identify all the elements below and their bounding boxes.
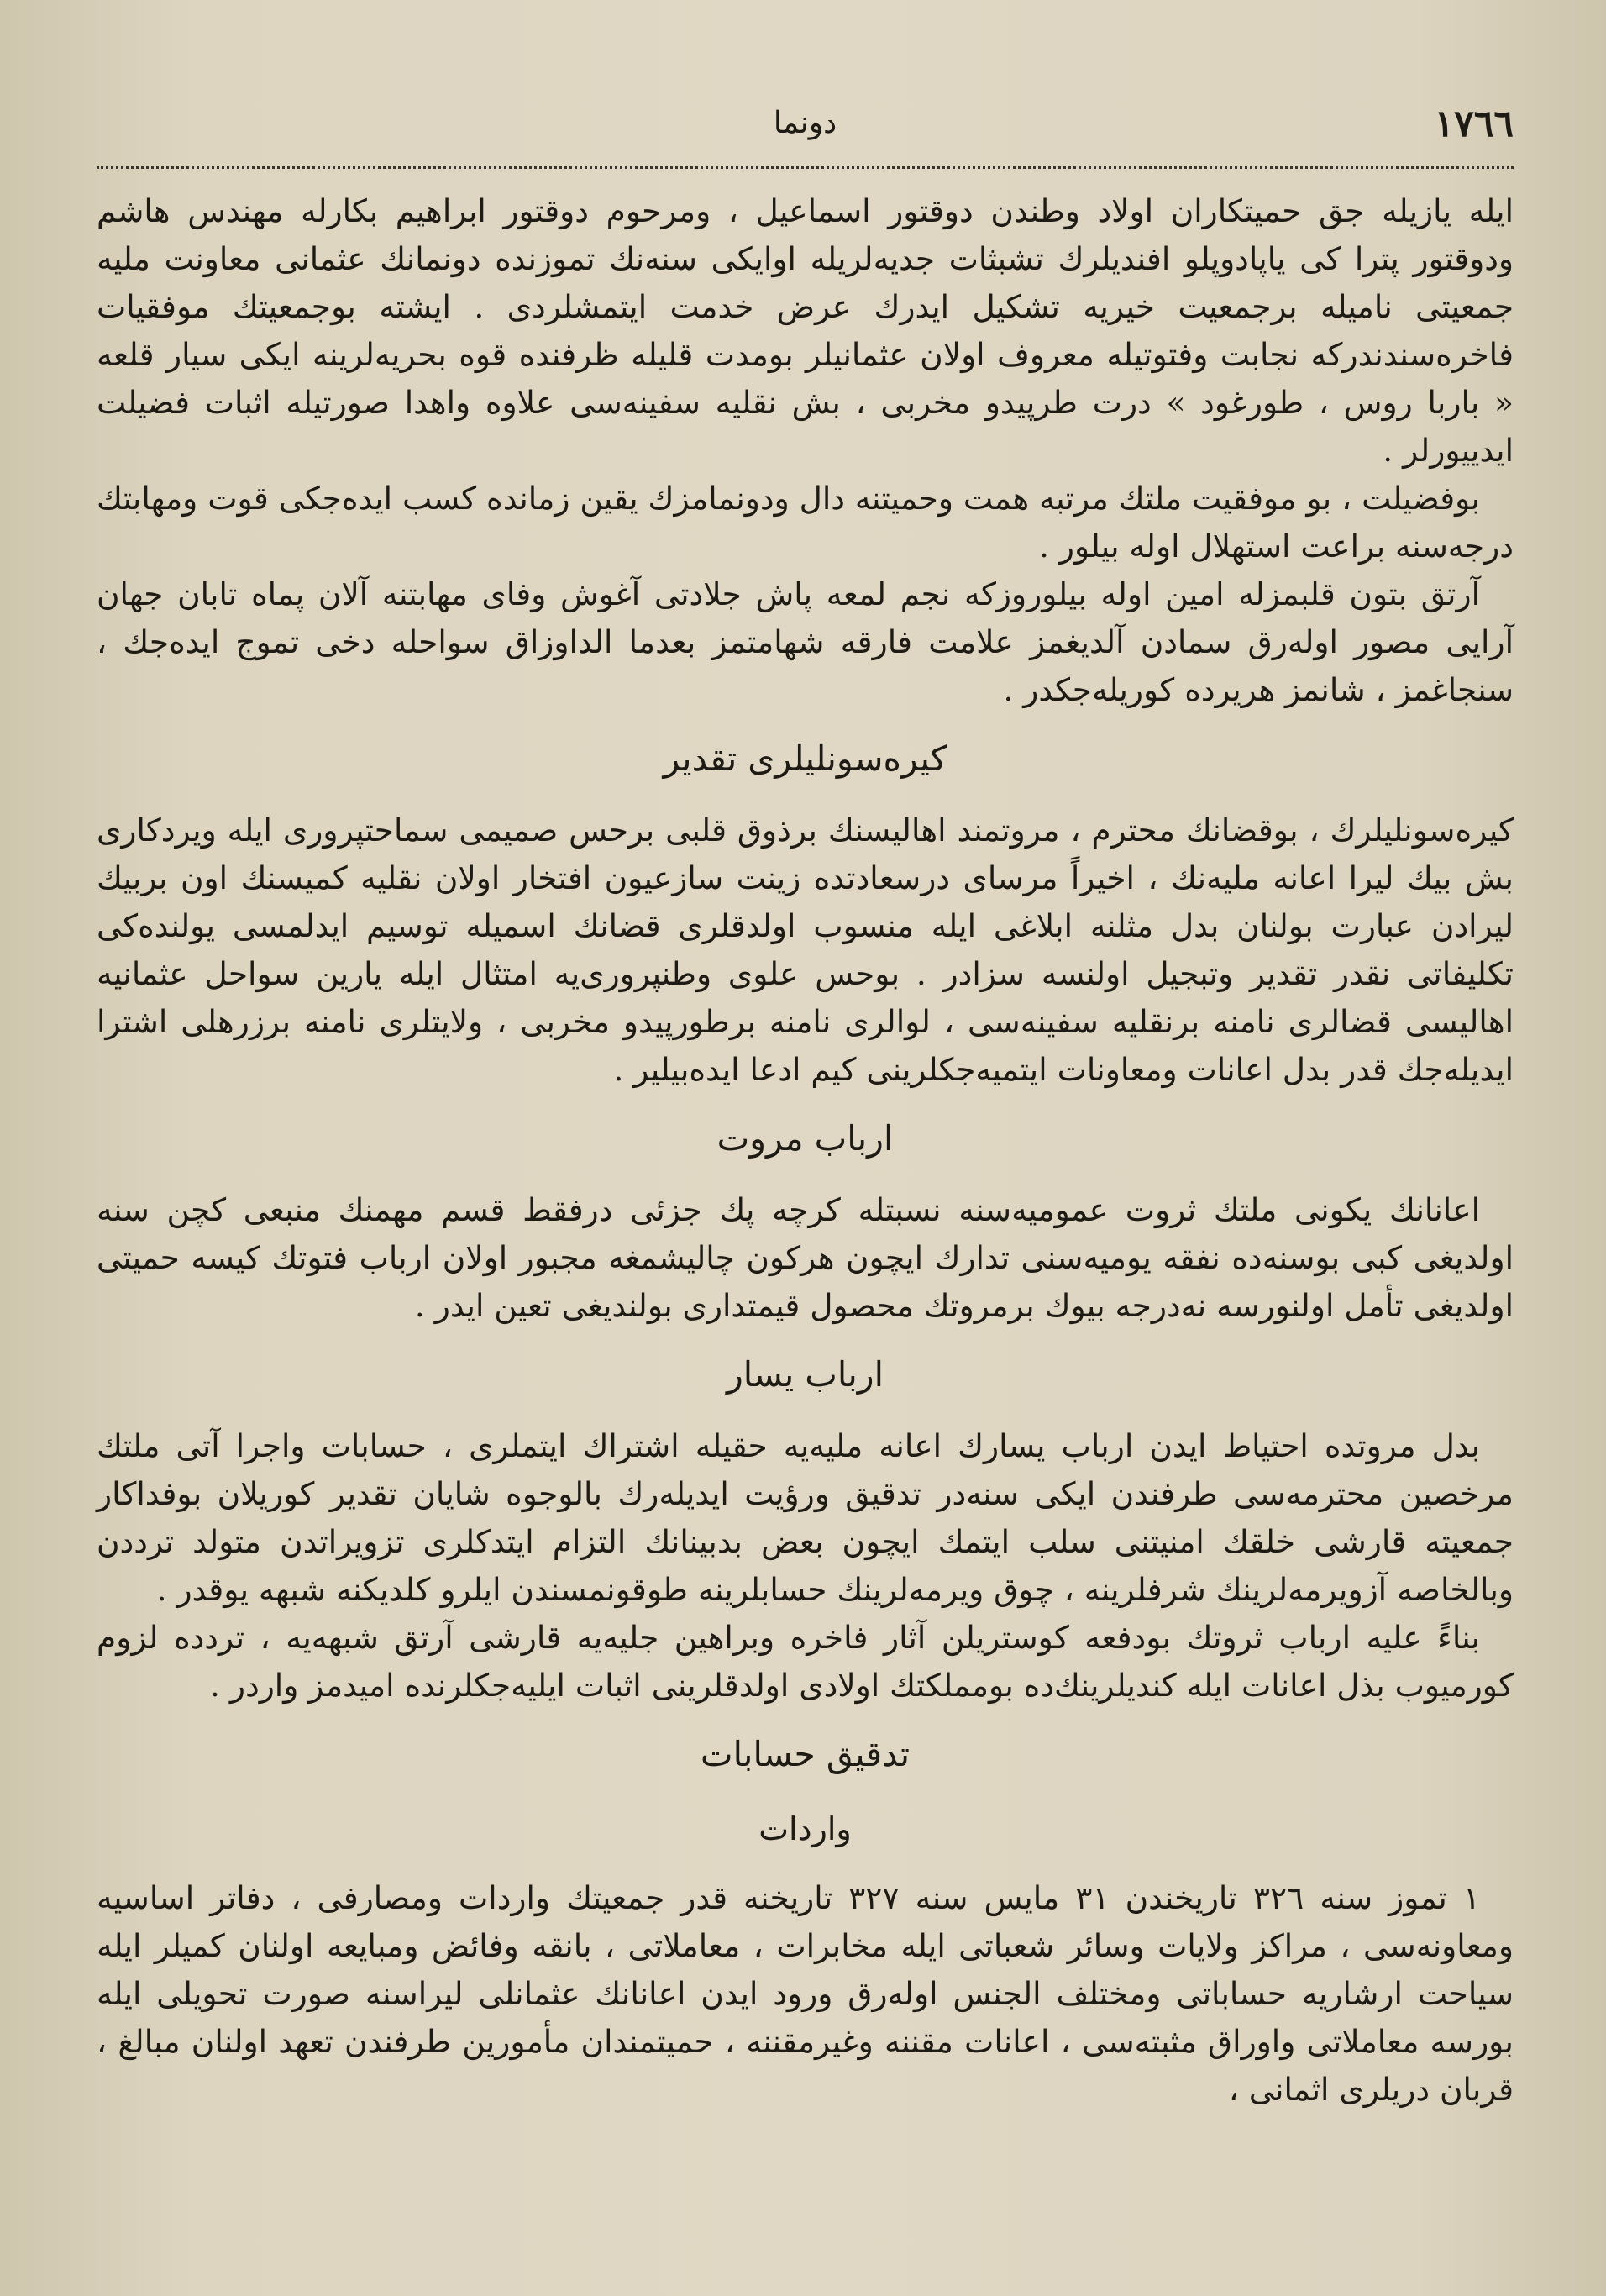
paragraph: آرتق بتون قلبمزله امين اوله بيلوروزكه نجم لمعه پاش جلادتى آغوش وفاى مهابتنه آلان پماه تابان جهان آرايى مصور اوله‌رق سمادن آلديغمز علامت فارقه شهامتمز بعدما الداوزاق سواحله دخى تموج ايده‌جك ، سنجاغمز ، شانمز هريرده كوريله‌جكدر . <box>97 575 1514 708</box>
section-heading: كيره‌سونليلرى تقدير <box>663 738 947 779</box>
paragraph: بناءً عليه ارباب ثروتك بودفعه كوستريلن آثار فاخره وبراهين جليه‌يه قارشى آرتق شبهه‌يه ، تردده لزوم كورميوب بذل اعانات ايله كنديلرينك‌ده بومملكتك اولادى اولدقلرينى اثبات ايليه‌جكلرنده اميدمز واردر . <box>97 1619 1514 1704</box>
page-content <box>97 187 1514 2114</box>
page-number: ١٧٦٦ <box>1434 102 1514 145</box>
paragraph: بدل مروتده احتياط ايدن ارباب يسارك اعانه مليه‌يه حقيله اشتراك ايتملرى ، حسابات واجرا آتى ملتك مرخصين محترمه‌سى طرفندن ايكى سنه‌در تدقيق ورؤيت ايديله‌رك بالوجوه شايان تقدير كوريلان بوفداكار جمعيته قارشى خلقك امنيتنى سلب ايتمك ايچون بعض بدبينانك التزام ايتدكلرى تزويراتدن متولد ترددن وبالخاصه آزويرمه‌لرينك شرفلرينه ، چوق ويرمه‌لرينك حسابلرينه طوقونمسندن ايلرو كلديكنه شبهه يوقدر . <box>97 1427 1514 1608</box>
running-title: دونما <box>773 106 837 140</box>
section-heading: ارباب مروت <box>716 1118 894 1159</box>
paragraph: ايله يازيله جق حميتكاران اولاد وطندن دوقتور اسماعيل ، ومرحوم دوقتور ابراهيم بكارله مهندس هاشم ودوقتور پترا كى ياپادوپلو افنديلرك تشبثات جديه‌لريله اوايكى سنه‌نك تموزنده دونمانك عثمانى معاونت مليه جمعيتى ناميله برجمعيت خيريه تشكيل ايدرك عرض خدمت ايتمشلردى . ايشته بوجمعيتك موفقيات فاخره‌سندندركه نجابت وفتوتيله معروف اولان عثمانيلر بومدت قليله ظرفنده قوه بحريه‌لرينه ايكى سيار قلعه « باربا روس ، طورغود » درت طرپيدو مخربى ، بش نقليه سفينه‌سى علاوه واهدا صورتيله اثبات فضيلت ايدييورلر . <box>97 192 1514 469</box>
dotted-rule <box>97 166 1514 169</box>
paragraph: ١ تموز سنه ٣٢٦ تاريخندن ٣١ مايس سنه ٣٢٧ تاريخنه قدر جمعيتك واردات ومصارفى ، دفاتر اساسيه ومعاونه‌سى ، مراكز ولايات وسائر شعباتى ايله مخابرات ، معاملاتى ، بانقه وفائض ومبايعه اولنان كميلر ايله سياحت ارشاريه حساباتى ومختلف الجنس اوله‌رق ورود ايدن اعانانك عثمانلى ليراسنه صورت تحويلى ايله بورسه معاملاتى واوراق مثبته‌سى ، اعانات مقننه وغيرمقننه ، حميتمندان مأمورين طرفندن تعهد اولنان مبالغ ، قربان دريلرى اثمانى ، <box>97 1879 1514 2108</box>
section-heading: تدقيق حسابات <box>700 1734 911 1774</box>
subsection-heading: واردات <box>758 1810 852 1847</box>
paragraph: كيره‌سونليلرك ، بوقضانك محترم ، مروتمند اهاليسنك برذوق قلبى برحس صميمى سماحتپرورى ايله ويردكارى بش بيك ليرا اعانه مليه‌نك ، اخيراً مرساى درسعادتده زينت سازعيون افتخار اولان نقليه كميسنك اون بربيك ليرادن عبارت بولنان بدل مثلنه ابلاغى ايله منسوب اولدقلرى قضانك اسميله توسيم ايدلمسى يولنده‌كى تكليفاتى نقدر تقدير وتبجيل اولنسه سزادر . بوحس علوى وطنپرورى‌يه امتثال ايله يارين سواحل عثمانيه اهاليسى قضالرى نامنه برنقليه سفينه‌سى ، لوالرى نامنه برطورپيدو مخربى ، ولايتلرى نامنه برزرهلى اشترا ايديله‌جك قدر بدل اعانات ومعاونات ايتميه‌جكلرينى كيم ادعا ايده‌بيلير . <box>97 812 1514 1088</box>
paragraph: بوفضيلت ، بو موفقيت ملتك مرتبه همت وحميتنه دال ودونمامزك يقين زمانده كسب ايده‌جكى قوت ومهابتك درجه‌سنه براعت استهلال اوله بيلور . <box>97 480 1514 565</box>
running-head <box>97 92 1514 151</box>
section-heading: ارباب يسار <box>726 1354 884 1395</box>
paragraph: اعانانك يكونى ملتك ثروت عموميه‌سنه نسبتله كرچه پك جزئى درفقط قسم مهمنك منبعى كچن سنه اولديغى كبى بوسنه‌ده نفقه يوميه‌سنى تدارك ايچون هركون چاليشمغه مجبور اولان ارباب فتوتك كيسه حميتى اولديغى تأمل اولنورسه نه‌درجه بيوك برمروتك محصول قيمتدارى بولنديغى تعين ايدر . <box>97 1191 1514 1324</box>
